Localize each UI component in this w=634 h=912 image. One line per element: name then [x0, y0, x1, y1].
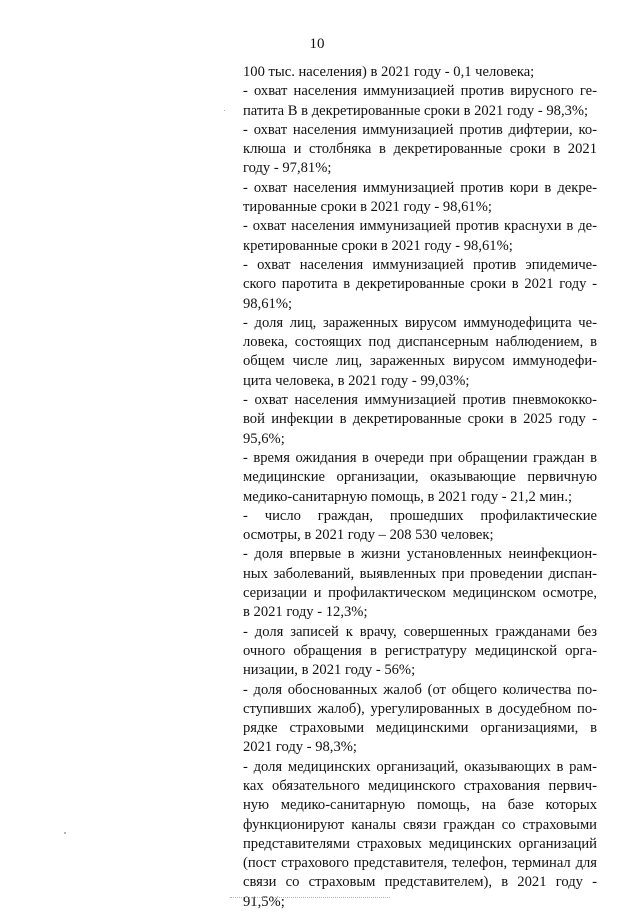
page-number: 10 — [309, 36, 325, 52]
text-line: осмотры, в 2021 году – 208 530 человек; — [243, 527, 494, 544]
text-line: - доля записей к врачу, совершенных гражданами без — [243, 623, 597, 640]
text-line: - доля медицинских организаций, оказывающих в рам- — [243, 758, 597, 775]
text-line: - доля лиц, зараженных вирусом иммунодефицита че- — [243, 314, 597, 331]
page-bottom-edge — [230, 897, 390, 898]
text-line: цита человека, в 2021 году - 99,03%; — [243, 372, 470, 389]
text-line: - охват населения иммунизацией против пневмококко- — [243, 392, 597, 409]
text-line: - число граждан, прошедших профилактические — [243, 507, 597, 524]
text-line: кретированные сроки в 2021 году - 98,61%; — [243, 237, 513, 254]
text-line: вой инфекции в декретированные сроки в 2025 году - — [243, 411, 597, 428]
text-line: ского паротита в декретированные сроки в 2021 году - — [243, 276, 597, 293]
scan-speck — [64, 832, 66, 834]
text-line: 91,5%; — [243, 893, 285, 910]
text-line: 100 тыс. населения) в 2021 году - 0,1 человека; — [243, 64, 535, 80]
text-line: - охват населения иммунизацией против вирусного ге- — [243, 83, 597, 100]
text-line: ловека, состоящих под диспансерным наблюдением, в — [243, 334, 597, 351]
text-line: - охват населения иммунизацией против дифтерии, ко- — [243, 121, 597, 138]
text-line: низации, в 2021 году - 56%; — [243, 662, 416, 679]
text-line: медико-санитарную помощь, в 2021 году - 21,2 мин.; — [243, 488, 573, 505]
text-line: - охват населения иммунизацией против краснухи в де- — [243, 218, 597, 235]
text-line: в 2021 году - 12,3%; — [243, 604, 368, 621]
text-line: 95,6%; — [243, 430, 285, 447]
text-line: 2021 году - 98,3%; — [243, 739, 357, 756]
text-line: общем числе лиц, зараженных вирусом иммунодефи- — [243, 353, 597, 370]
text-line: - охват населения иммунизацией против кори в декре- — [243, 179, 597, 196]
scan-speck — [224, 110, 225, 111]
text-line: - доля впервые в жизни установленных неинфекцион- — [243, 546, 597, 563]
text-line: ступивших жалоб), урегулированных в досудебном по- — [243, 700, 597, 717]
text-line: клюша и столбняка в декретированные сроки в 2021 — [243, 141, 597, 158]
text-line: ных заболеваний, выявленных при проведении диспан- — [243, 565, 597, 582]
text-line: тированные сроки в 2021 году - 98,61%; — [243, 199, 492, 216]
text-line: представителями страховых медицинских организаций — [243, 835, 597, 852]
text-line: ках обязательного медицинского страхования первич- — [243, 777, 597, 794]
text-line: ную медико-санитарную помощь, на базе которых — [243, 797, 597, 814]
text-line: - время ожидания в очереди при обращении граждан в — [243, 449, 597, 466]
text-line: связи со страховым представителем), в 2021 году - — [243, 874, 597, 891]
text-line: очного обращения в регистратуру медицинской орга- — [243, 642, 597, 659]
text-line: - охват населения иммунизацией против эпидемиче- — [243, 256, 597, 273]
text-line: серизации и профилактическом медицинском осмотре, — [243, 585, 597, 602]
text-line: - доля обоснованных жалоб (от общего количества по- — [243, 681, 597, 698]
text-line: функционируют каналы связи граждан со страховыми — [243, 816, 597, 833]
text-line: патита В в декретированные сроки в 2021 году - 98,3%; — [243, 102, 589, 119]
document-text-body — [243, 63, 597, 912]
text-line: (пост страхового представителя, телефон, терминал для — [243, 855, 597, 872]
text-line: рядке страховыми медицинскими организациями, в — [243, 720, 597, 737]
text-line: году - 97,81%; — [243, 160, 332, 177]
text-line: медицинские организации, оказывающие первичную — [243, 469, 597, 486]
text-line: 98,61%; — [243, 295, 293, 312]
